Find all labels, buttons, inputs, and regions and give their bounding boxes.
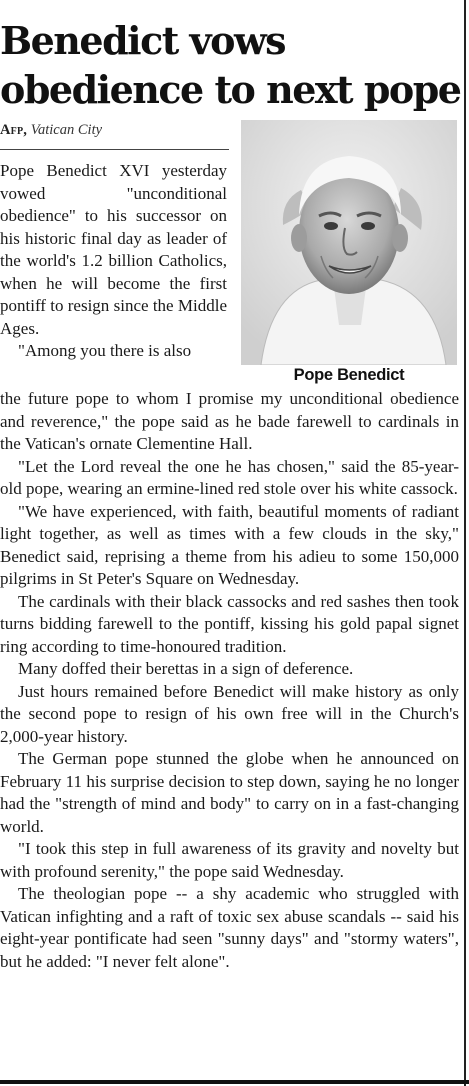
paragraph: "I took this step in full awareness of its gravity and novelty but with profound serenity," the pope said Wednesday.: [0, 839, 459, 881]
paragraph: "Among you there is also: [18, 341, 192, 360]
paragraph: The cardinals with their black cassocks and red sashes then took turns bidding farewell to the pontiff, kissing his gold papal signet ring according to time-honoured tradition.: [0, 591, 459, 656]
paragraph: The German pope stunned the globe when he announced on February 11 his surprise decision to step down, saying he no longer had the "strength of mind and body" to carry on in a fast-changing world.: [0, 749, 459, 836]
byline: [0, 122, 102, 139]
byline-agency: Afp,: [0, 122, 28, 138]
paragraph: the future pope to whom I promise my unconditional obedience and reverence," the pope said as he bade farewell to cardinals in the Vatican's ornate Clementine Hall.: [0, 389, 459, 453]
article-body-narrow: [0, 160, 227, 363]
paragraph: Many doffed their berettas in a sign of deference.: [18, 659, 354, 678]
pope-benedict-photo: [241, 120, 457, 365]
paragraph: Pope Benedict XVI yesterday vowed "unconditional obedience" to his successor on his historic final day as leader of the world's 1.2 billion Catholics, when he will become the first pontiff to resign since the Middle Ages.: [0, 161, 227, 338]
portrait-image: [241, 120, 457, 365]
bottom-divider: [0, 1080, 469, 1084]
paragraph: Just hours remained before Benedict will make history as only the second pope to resign of his own free will in the Church's 2,000-year history.: [0, 681, 459, 746]
column-divider: [464, 0, 466, 1086]
paragraph: "Let the Lord reveal the one he has chosen," said the 85-year-old pope, wearing an ermine-lined red stole over his white cassock.: [0, 456, 459, 498]
headline: Benedict vows obedience to next pope: [0, 18, 461, 112]
paragraph: The theologian pope -- a shy academic who struggled with Vatican infighting and a raft of toxic sex abuse scandals -- said his eight-year pontificate had seen "sunny days" and "stormy waters", but he added: "I never felt alone".: [0, 884, 459, 971]
article-body-full: [0, 388, 459, 973]
paragraph: "We have experienced, with faith, beautiful moments of radiant light together, as well as times with a few clouds in the sky," Benedict said, reprising a theme from his adieu to some 150,000 pilgrims in St Peter's Square on Wednesday.: [0, 501, 459, 588]
byline-divider: [0, 149, 229, 150]
byline-place: Vatican City: [30, 122, 103, 138]
photo-caption: Pope Benedict: [293, 366, 405, 384]
